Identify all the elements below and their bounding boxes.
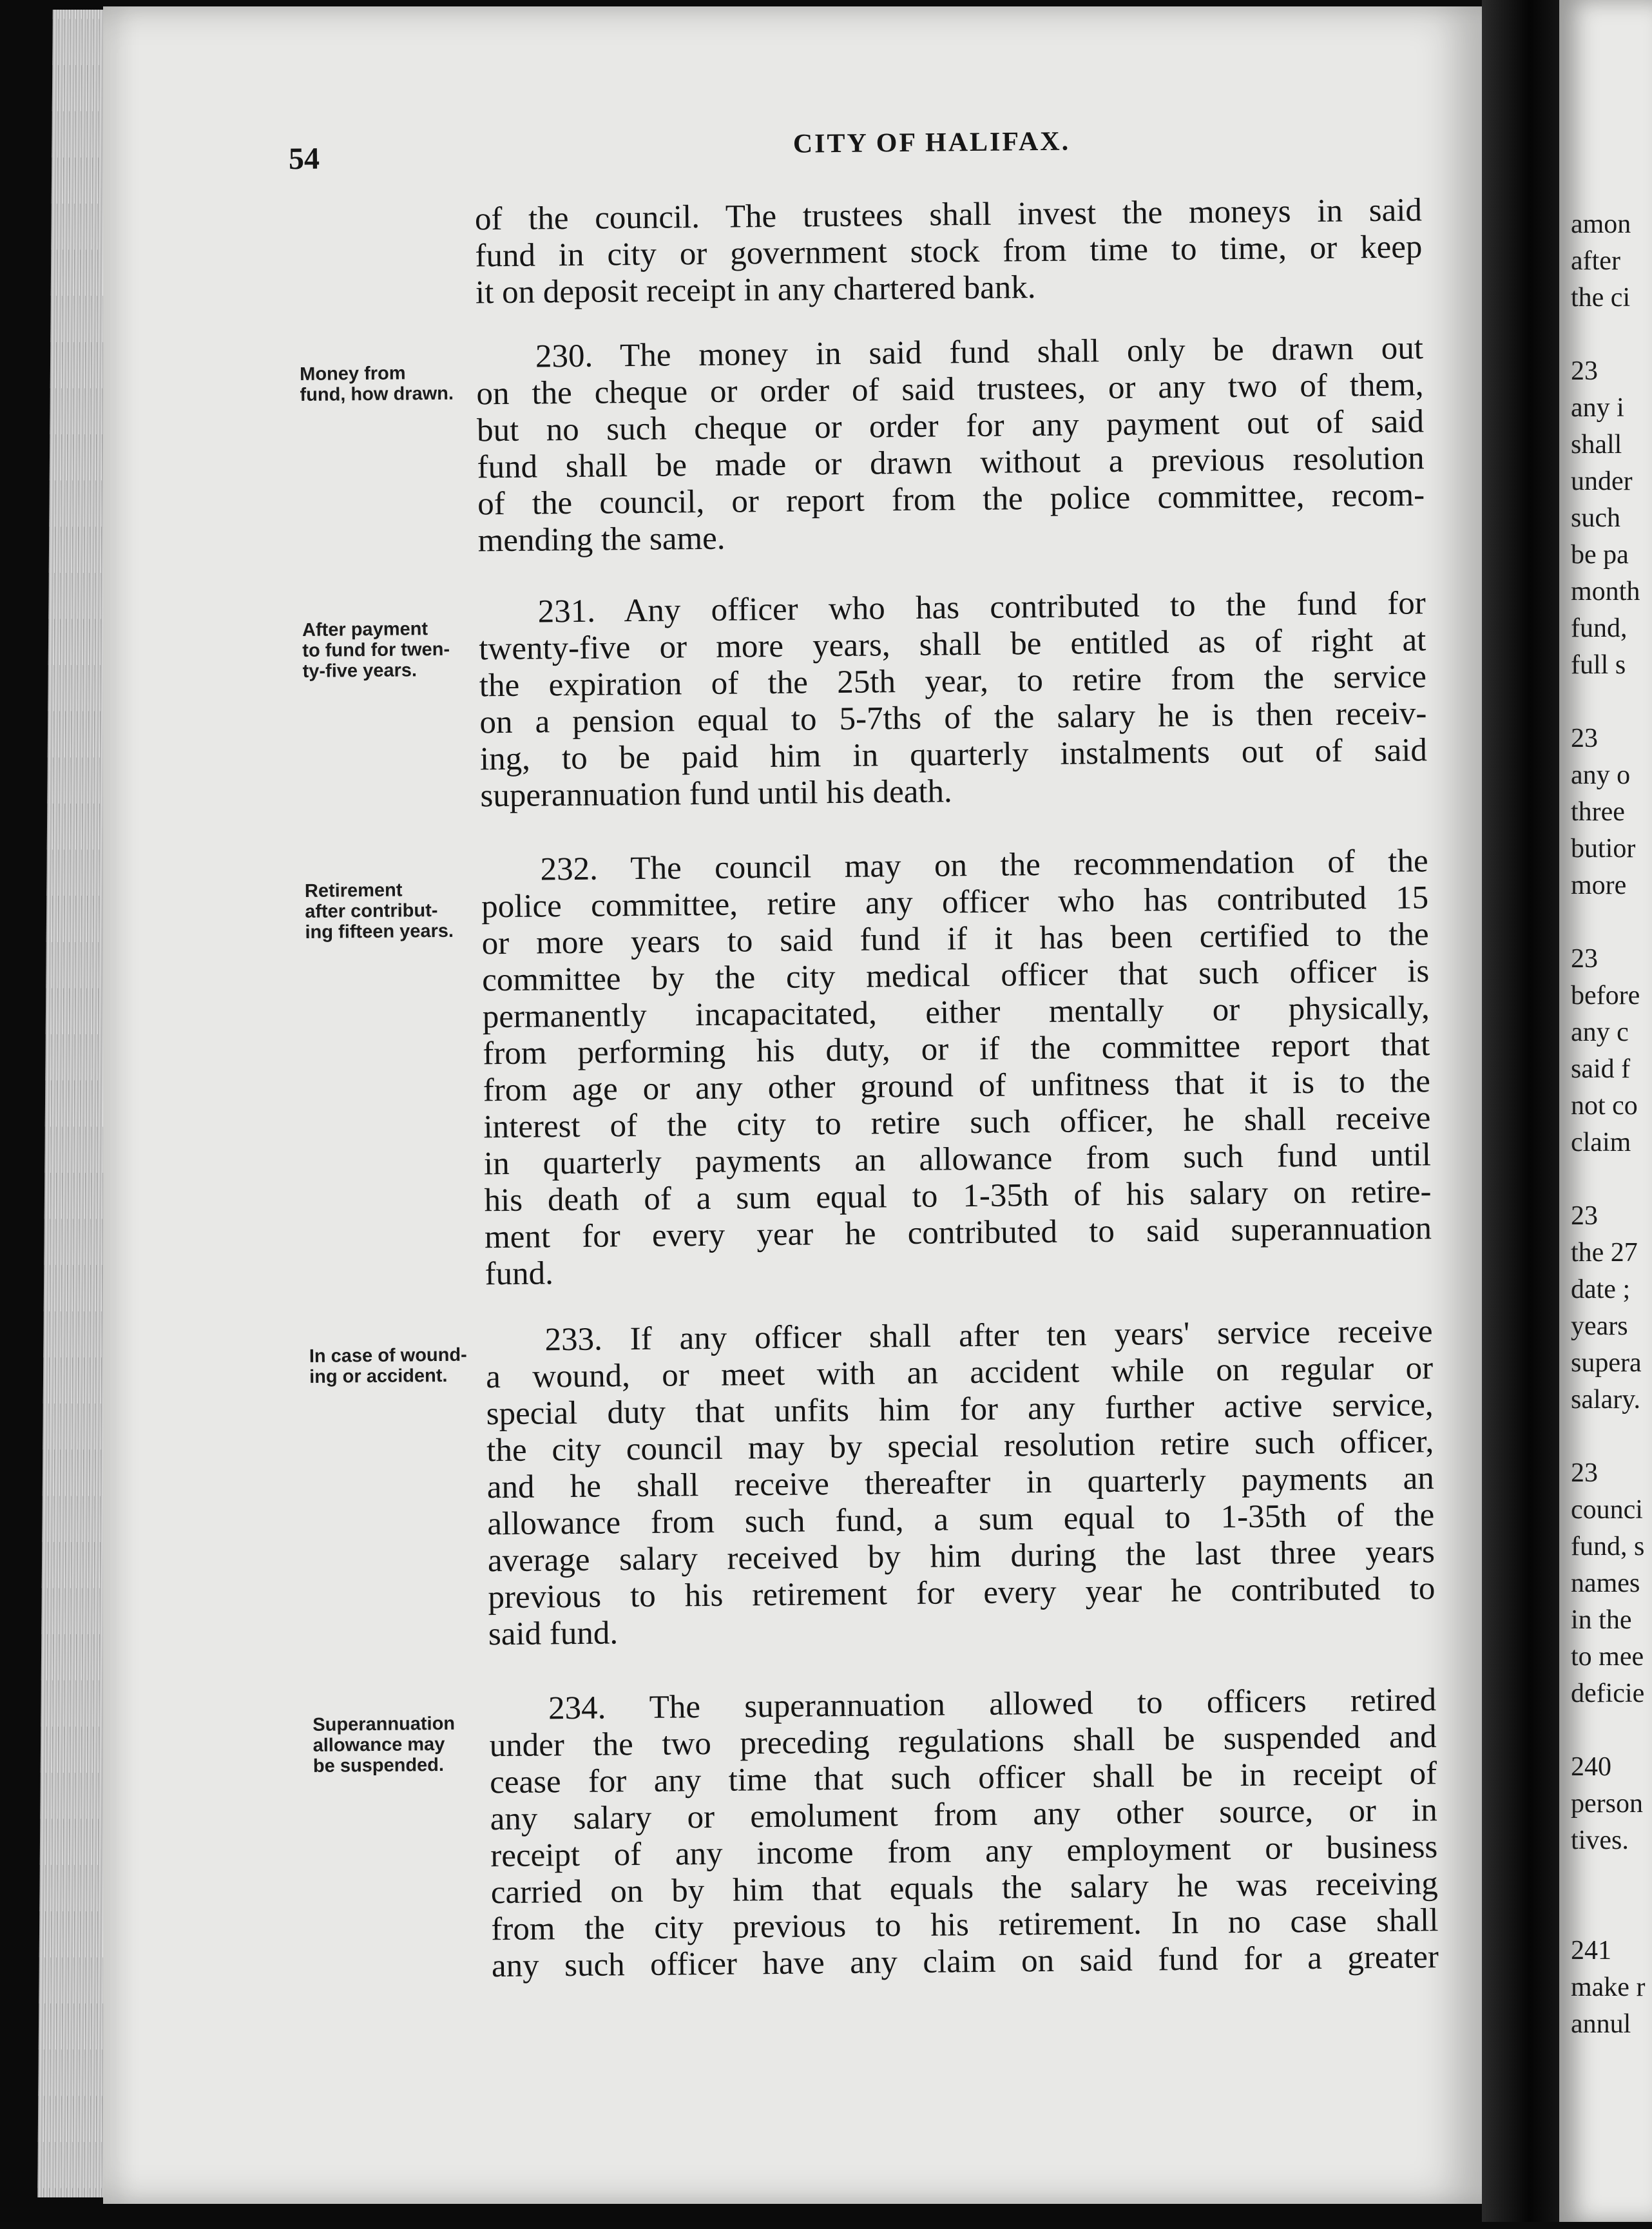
facing-line: said f [1571, 1054, 1631, 1084]
text-line: receipt of any income from any employment or business [490, 1829, 1438, 1875]
section-233 [485, 1313, 1436, 1653]
facing-line: full s [1571, 650, 1626, 680]
facing-line: any o [1571, 760, 1631, 790]
facing-line: the ci [1571, 283, 1631, 313]
note-line: ing fifteen years. [305, 920, 454, 943]
text-line: permanently incapacitated, either mentally or physically, [482, 990, 1430, 1036]
section-231 [479, 585, 1428, 815]
text-line: the city council may by special resolution retire such officer, [486, 1423, 1434, 1469]
facing-line: to mee [1571, 1642, 1644, 1672]
text-line: allowance from such fund, a sum equal to 1-35th of the [487, 1497, 1435, 1543]
facing-line: 23 [1571, 1201, 1598, 1231]
section-text: The money in said fund shall only be drawn out [619, 330, 1424, 374]
text-line: committee by the city medical officer that such officer is [481, 953, 1430, 999]
text-line: previous to his retirement for every year he contributed to [488, 1570, 1436, 1616]
facing-line: three [1571, 797, 1625, 827]
text-line: twenty-five or more years, shall be entitled as of right at [479, 622, 1426, 668]
note-line: to fund for twen- [302, 639, 450, 661]
section-text: The superannuation allowed to officers retired [649, 1682, 1437, 1726]
facing-line: such [1571, 503, 1620, 533]
text-line: special duty that unfits him for any further active service, [486, 1387, 1434, 1433]
text-line: of the council, or report from the police committee, recom- [477, 477, 1425, 523]
section-number: 234. [548, 1690, 606, 1727]
text-line: mending the same. [477, 520, 725, 559]
text-line: his death of a sum equal to 1-35th of his salary on retire- [484, 1173, 1432, 1219]
section-text: Any officer who has contributed to the fund for [624, 585, 1426, 630]
section-232 [481, 843, 1432, 1293]
facing-line: fund, s [1571, 1532, 1645, 1561]
facing-line: deficie [1571, 1679, 1645, 1708]
text-line: any such officer have any claim on said fund for a greater [491, 1939, 1439, 1985]
facing-line: fund, [1571, 613, 1628, 643]
facing-line: be pa [1571, 540, 1629, 570]
facing-line: not co [1571, 1091, 1638, 1121]
text-line: on a pension equal to 5-7ths of the salary he is then receiv- [479, 695, 1427, 741]
note-line: fund, how drawn. [300, 383, 454, 405]
facing-line: salary. [1571, 1385, 1641, 1414]
note-line: In case of wound- [309, 1344, 467, 1367]
margin-note-232 [305, 879, 499, 943]
section-number: 232. [540, 851, 599, 888]
section-number: 233. [544, 1321, 603, 1358]
section-text: If any officer shall after ten years' service receive [629, 1313, 1433, 1358]
facing-line: any c [1571, 1018, 1629, 1047]
intro-paragraph [475, 192, 1423, 311]
facing-line: tives. [1571, 1826, 1629, 1855]
note-line: allowance may [312, 1733, 445, 1756]
note-line: ing or accident. [309, 1365, 448, 1387]
margin-note-233 [309, 1344, 503, 1387]
facing-line: in the [1571, 1605, 1632, 1635]
facing-line: shall [1571, 430, 1622, 459]
facing-line: person [1571, 1789, 1643, 1819]
text-line: or more years to said fund if it has been certified to the [481, 916, 1429, 962]
facing-line: claim [1571, 1128, 1631, 1157]
facing-line: 23 [1571, 724, 1598, 753]
text-line: any salary or emolument from any other source, or in [490, 1792, 1437, 1838]
facing-line: date ; [1571, 1275, 1631, 1304]
section-number: 231. [537, 593, 596, 630]
note-line: After payment [302, 619, 428, 641]
section-230 [476, 330, 1425, 559]
text-line: from the city previous to his retirement. In no case shall [491, 1902, 1439, 1948]
text-line: from age or any other ground of unfitness that it is to the [483, 1063, 1431, 1109]
page-number: 54 [288, 141, 320, 177]
note-line: after contribut- [305, 900, 438, 922]
facing-line: annul [1571, 2009, 1631, 2039]
text-line: ment for every year he contributed to said superannuation [484, 1210, 1432, 1256]
facing-line: names [1571, 1568, 1640, 1598]
text-line: but no such cheque or order for any payment out of said [476, 403, 1425, 449]
text-line: fund shall be made or drawn without a previous resolution [477, 440, 1425, 486]
section-text: The council may on the recommendation of the [630, 843, 1428, 887]
facing-line: any i [1571, 393, 1624, 423]
facing-line: more [1571, 871, 1627, 900]
section-number: 230. [535, 338, 593, 375]
text-line: superannuation fund until his death. [480, 773, 953, 815]
text-line: it on deposit receipt in any chartered bank. [475, 269, 1036, 311]
facing-line: before [1571, 981, 1640, 1010]
text-line: police committee, retire any officer who has contributed 15 [481, 880, 1429, 925]
facing-line: month [1571, 577, 1640, 606]
facing-line: 23 [1571, 356, 1598, 386]
note-line: Superannuation [312, 1713, 456, 1735]
facing-line: 23 [1571, 944, 1598, 974]
text-line: cease for any time that such officer shall be in receipt of [489, 1755, 1437, 1801]
facing-line: years [1571, 1311, 1628, 1341]
text-line: a wound, or meet with an accident while on regular or [485, 1350, 1434, 1396]
note-line: be suspended. [312, 1754, 445, 1777]
margin-note-230 [300, 362, 494, 405]
facing-line: butior [1571, 834, 1636, 864]
text-line: interest of the city to retire such officer, he shall receive [483, 1100, 1431, 1146]
facing-line: 241 [1571, 1936, 1611, 1965]
facing-line: under [1571, 467, 1633, 496]
text-line: the expiration of the 25th year, to retire from the service [479, 659, 1427, 704]
facing-line: supera [1571, 1348, 1642, 1378]
note-line: ty-five years. [302, 660, 418, 682]
facing-line: after [1571, 246, 1620, 276]
facing-line: the 27 [1571, 1238, 1638, 1268]
text-line: and he shall receive thereafter in quarterly payments an [486, 1460, 1435, 1506]
facing-line: amon [1571, 209, 1631, 239]
text-line: from performing his duty, or if the committee report that [483, 1027, 1430, 1072]
text-line: carried on by him that equals the salary he was receiving [490, 1866, 1439, 1911]
facing-line: 23 [1571, 1458, 1598, 1488]
text-line: of the council. The trustees shall invest the moneys in said [474, 192, 1423, 238]
note-line: Money from [300, 363, 406, 385]
text-line: in quarterly payments an allowance from such fund until [483, 1137, 1432, 1182]
text-line: fund in city or government stock from time to time, or keep [475, 229, 1423, 275]
margin-note-231 [302, 618, 496, 682]
text-line: said fund. [488, 1615, 619, 1653]
note-line: Retirement [304, 880, 403, 902]
facing-line: make r [1571, 1973, 1646, 2002]
text-line: under the two preceding regulations shall be suspended and [489, 1719, 1437, 1764]
text-line: average salary received by him during the last three years [487, 1534, 1436, 1579]
facing-line: counci [1571, 1495, 1643, 1525]
running-head: CITY OF HALIFAX. [792, 126, 1071, 159]
text-line: on the cheque or order of said trustees, or any two of them, [476, 367, 1424, 412]
facing-line: 240 [1571, 1752, 1611, 1782]
margin-note-234 [312, 1713, 506, 1777]
section-234 [489, 1682, 1439, 1985]
text-line: fund. [485, 1255, 554, 1293]
text-line: ing, to be paid him in quarterly instalments out of said [479, 732, 1428, 778]
